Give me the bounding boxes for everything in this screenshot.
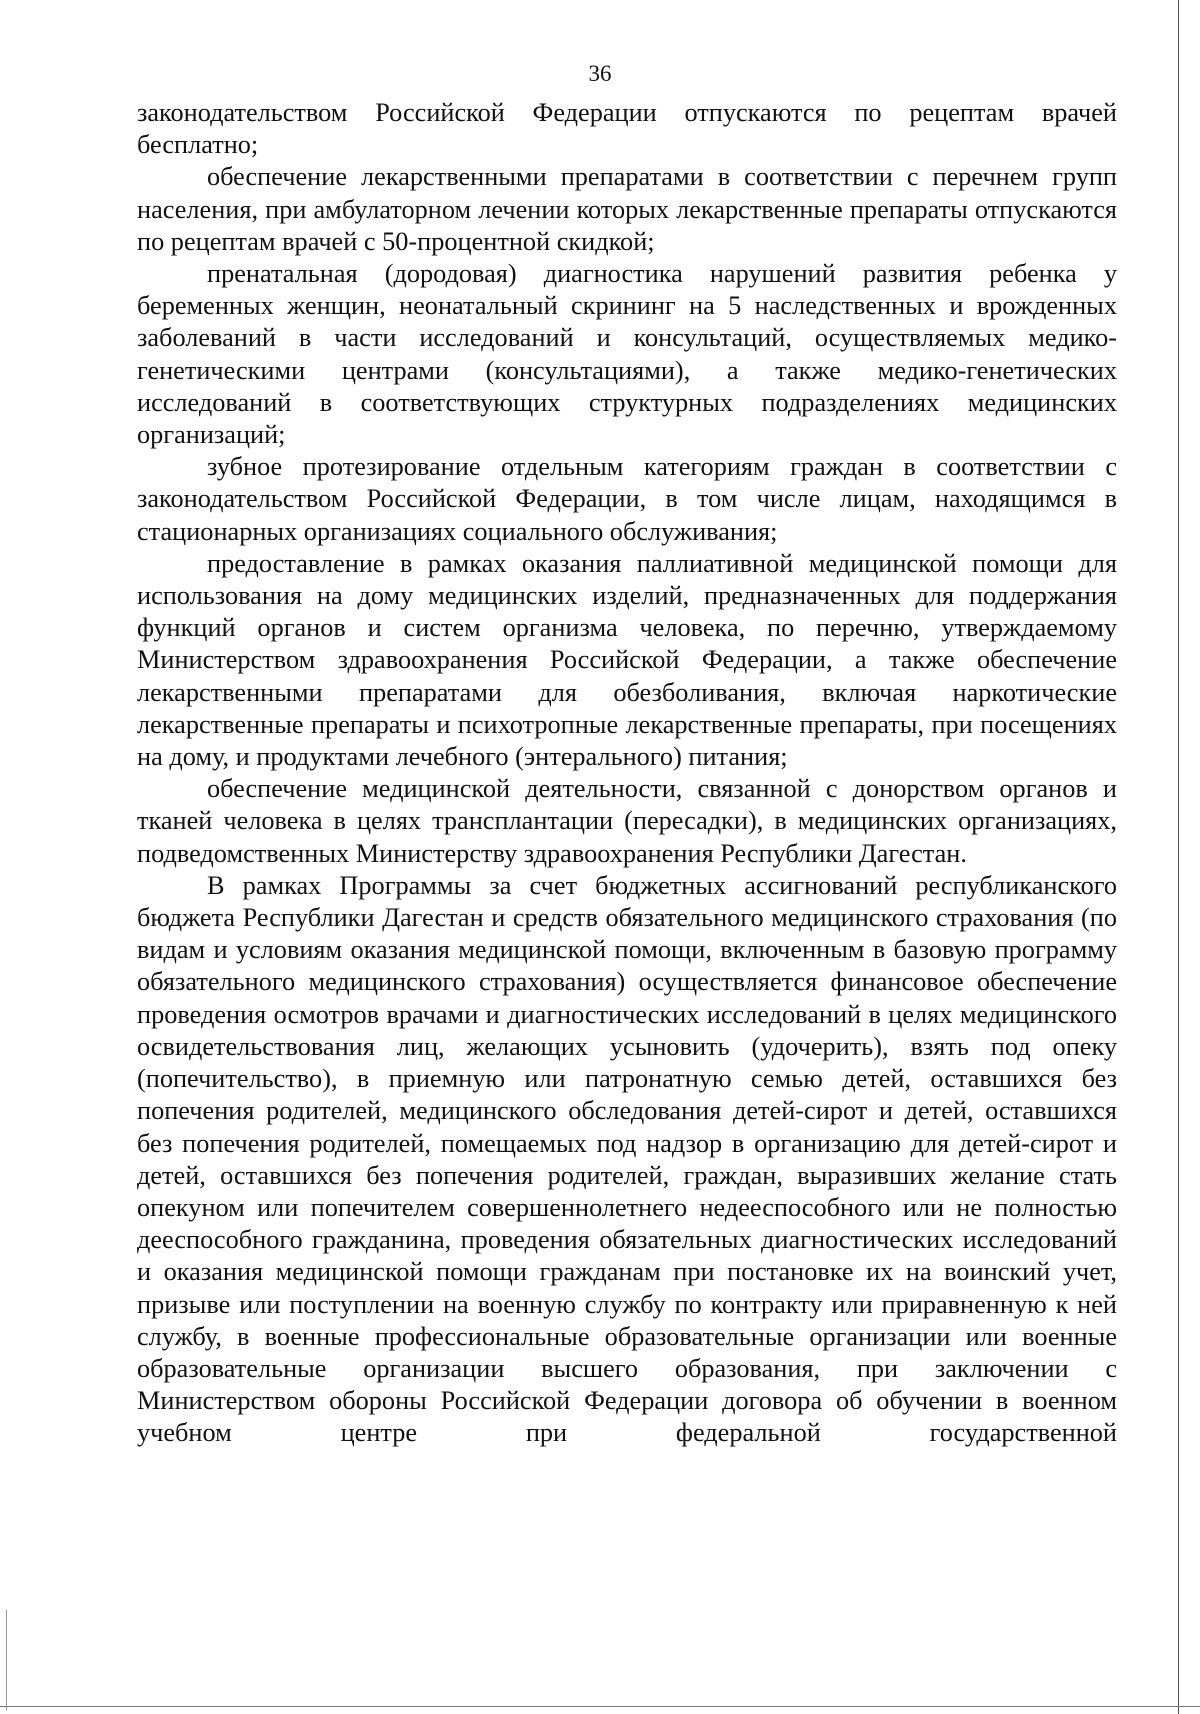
scan-edge-left [6, 1610, 7, 1710]
scan-edge-right [1178, 0, 1179, 1714]
document-body [137, 97, 1117, 1450]
paragraph: предоставление в рамках оказания паллиативной медицинской помощи для использования на дому медицинских изделий, предназначенных для поддержания функций органов и систем организма человека, по перечню, утверждаемому Министерством здравоохранения Российской Федерации, а также обеспечение лекарственными препаратами для обезболивания, включая наркотические лекарственные препараты и психотропные лекарственные препараты, при посещениях на дому, и продуктами лечебного (энтерального) питания; [137, 548, 1117, 772]
scan-edge-bottom [0, 1706, 1200, 1707]
paragraph: обеспечение медицинской деятельности, связанной с донорством органов и тканей человека в целях трансплантации (пересадки), в медицинских организациях, подведомственных Министерству здравоохранения Республики Дагестан. [137, 774, 1117, 868]
paragraph: зубное протезирование отдельным категориям граждан в соответствии с законодательством Российской Федерации, в том числе лицам, находящимся в стационарных организациях социального обслуживания; [137, 452, 1117, 546]
paragraph: обеспечение лекарственными препаратами в соответствии с перечнем групп населения, при амбулаторном лечении которых лекарственные препараты отпускаются по рецептам врачей с 50-процентной скидкой; [137, 162, 1117, 256]
paragraph: законодательством Российской Федерации отпускаются по рецептам врачей бесплатно; [137, 98, 1117, 160]
paragraph: В рамках Программы за счет бюджетных ассигнований республиканского бюджета Республики Дагестан и средств обязательного медицинского страхования (по видам и условиям оказания медицинской помощи, включенным в базовую программу обязательного медицинского страхования) осуществляется финансовое обеспечение проведения осмотров врачами и диагностических исследований в целях медицинского освидетельствования лиц, желающих усыновить (удочерить), взять под опеку (попечительство), в приемную или патронатную семью детей, оставшихся без попечения родителей, медицинского обследования детей-сирот и детей, оставшихся без попечения родителей, помещаемых под надзор в организацию для детей-сирот и детей, оставшихся без попечения родителей, граждан, выразивших желание стать опекуном или попечителем совершеннолетнего недееспособного или не полностью дееспособного гражданина, проведения обязательных диагностических исследований и оказания медицинской помощи гражданам при постановке их на воинский учет, призыве или поступлении на военную службу по контракту или приравненную к ней службу, в военные профессиональные образовательные организации или военные образовательные организации высшего образования, при заключении с Министерством обороны Российской Федерации договора об обучении в военном учебном центре при федеральной государственной [137, 870, 1117, 1448]
page-number: 36 [588, 61, 612, 86]
paragraph: пренатальная (дородовая) диагностика нарушений развития ребенка у беременных женщин, неонатальный скрининг на 5 наследственных и врожденных заболеваний в части исследований и консультаций, осуществляемых медико-генетическими центрами (консультациями), а также медико-генетических исследований в соответствующих структурных подразделениях медицинских организаций; [137, 259, 1117, 450]
